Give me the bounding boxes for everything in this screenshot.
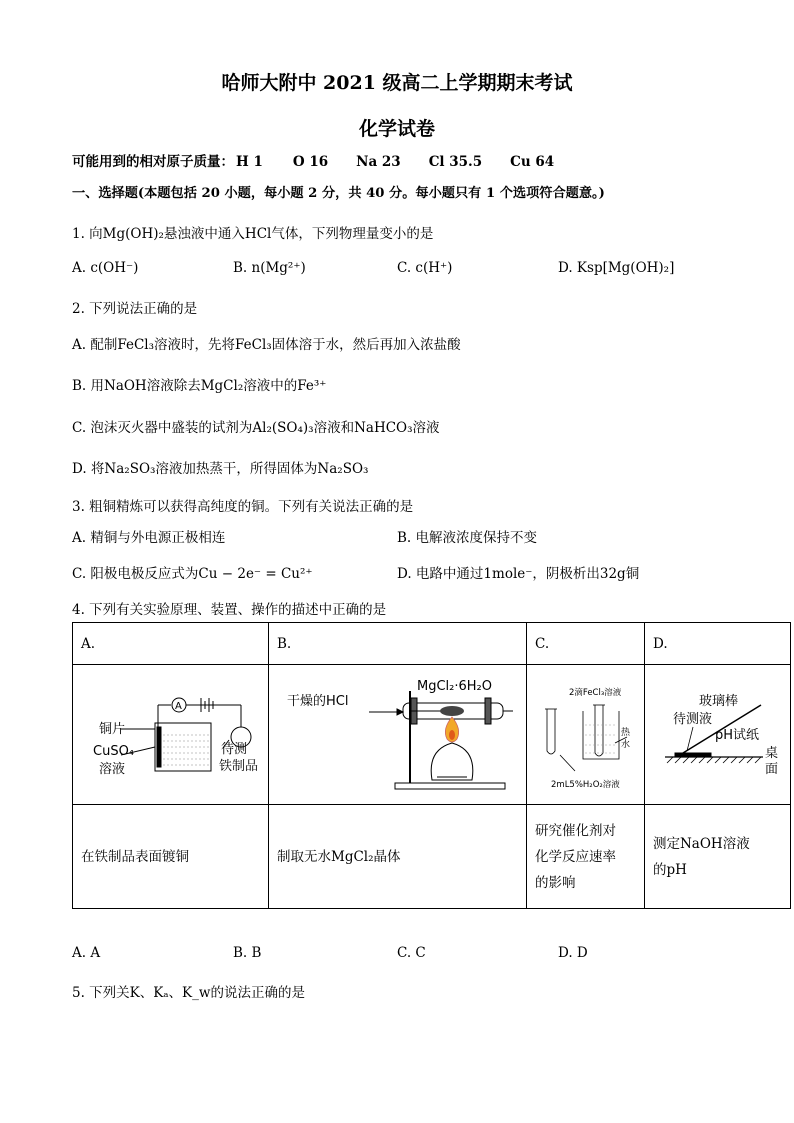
flame-core bbox=[449, 730, 455, 740]
description-d-line-1: 测定NaOH溶液 bbox=[653, 835, 750, 852]
atomic-mass-cu: Cu 64 bbox=[510, 154, 555, 170]
figure-b-cell bbox=[269, 665, 527, 805]
question-1-option-b: B. n(Mg²⁺) bbox=[233, 260, 306, 276]
table-figure-row bbox=[73, 665, 791, 805]
figure-a-cell bbox=[73, 665, 269, 805]
label-water: 水 bbox=[621, 740, 631, 750]
table-header-c: C. bbox=[527, 623, 645, 665]
label-iron-product: 铁制品 bbox=[219, 759, 259, 774]
description-c-line-3: 的影响 bbox=[535, 874, 576, 891]
label-solution: 溶液 bbox=[99, 762, 126, 777]
table-header-b: B. bbox=[269, 623, 527, 665]
atomic-mass-o: O 16 bbox=[292, 154, 329, 170]
description-d bbox=[645, 805, 791, 909]
question-2-stem: 2. 下列说法正确的是 bbox=[72, 301, 198, 317]
question-3-option-a: A. 精铜与外电源正极相连 bbox=[72, 530, 226, 546]
question-3-option-c: C. 阳极电极反应式为Cu − 2e⁻ = Cu²⁺ bbox=[72, 566, 313, 582]
figure-d-cell bbox=[645, 665, 791, 805]
label-hot: 热 bbox=[621, 728, 631, 738]
label-surface: 面 bbox=[765, 762, 779, 777]
page-subtitle: 化学试卷 bbox=[358, 118, 435, 140]
question-2-option-c: C. 泡沫灭火器中盛装的试剂为Al₂(SO₄)₃溶液和NaHCO₃溶液 bbox=[72, 420, 440, 436]
question-1-option-d: D. Ksp[Mg(OH)₂] bbox=[558, 260, 675, 276]
table-description-row bbox=[73, 805, 791, 909]
question-1-stem: 1. 向Mg(OH)₂悬浊液中通入HCl气体，下列物理量变小的是 bbox=[72, 226, 434, 242]
question-4-stem: 4. 下列有关实验原理、装置、操作的描述中正确的是 bbox=[72, 602, 387, 618]
table-header-d: D. bbox=[645, 623, 791, 665]
question-5-stem: 5. 下列关K、Kₐ、K_w的说法正确的是 bbox=[72, 985, 305, 1001]
ph-test-figure bbox=[653, 665, 782, 800]
experiment-table bbox=[72, 622, 791, 909]
label-h2o2-solution: 2mL5%H₂O₂溶液 bbox=[551, 780, 620, 790]
table-header-row bbox=[73, 623, 791, 665]
atomic-mass-h: H 1 bbox=[236, 154, 263, 170]
atomic-mass-label: 可能用到的相对原子质量： bbox=[72, 154, 234, 170]
question-3-option-d: D. 电路中通过1mole⁻，阴极析出32g铜 bbox=[397, 566, 640, 582]
table-header-a: A. bbox=[73, 623, 269, 665]
question-4-option-a: A. A bbox=[72, 945, 101, 961]
description-c-line-2: 化学反应速率 bbox=[535, 848, 616, 865]
label-ph-paper: pH试纸 bbox=[715, 728, 760, 743]
question-2-option-d: D. 将Na₂SO₃溶液加热蒸干，所得固体为Na₂SO₃ bbox=[72, 461, 369, 477]
description-d-line-2: 的pH bbox=[653, 861, 687, 878]
atomic-mass-na: Na 23 bbox=[356, 154, 401, 170]
label-cuso4: CuSO₄ bbox=[93, 744, 135, 759]
question-4-option-b: B. B bbox=[233, 945, 262, 961]
sample-heap bbox=[440, 706, 464, 716]
question-1-option-c: C. c(H⁺) bbox=[397, 260, 453, 276]
catalyst-experiment-figure bbox=[535, 665, 636, 800]
question-2-option-b: B. 用NaOH溶液除去MgCl₂溶液中的Fe³⁺ bbox=[72, 378, 327, 394]
hcl-heating-apparatus-figure bbox=[277, 665, 518, 800]
question-4-option-d: D. D bbox=[558, 945, 588, 961]
atomic-mass-cl: Cl 35.5 bbox=[428, 154, 483, 170]
description-b: 制取无水MgCl₂晶体 bbox=[269, 805, 527, 909]
section-heading: 一、选择题(本题包括 20 小题，每小题 2 分，共 40 分。每小题只有 1 个选项符合题意。) bbox=[72, 186, 605, 201]
figure-c-cell bbox=[527, 665, 645, 805]
electroplating-apparatus-figure bbox=[81, 665, 260, 800]
label-desk: 桌 bbox=[765, 746, 779, 761]
question-2-option-a: A. 配制FeCl₃溶液时，先将FeCl₃固体溶于水，然后再加入浓盐酸 bbox=[72, 337, 461, 353]
description-c bbox=[527, 805, 645, 909]
ammeter-label: A bbox=[175, 701, 182, 712]
question-4-option-c: C. C bbox=[397, 945, 426, 961]
page-title: 哈师大附中 2021 级高二上学期期末考试 bbox=[221, 72, 573, 94]
atomic-mass-line bbox=[72, 150, 554, 170]
question-1-option-a: A. c(OH⁻) bbox=[72, 260, 139, 276]
label-copper-sheet: 铜片 bbox=[99, 722, 126, 737]
label-test: 待测 bbox=[221, 742, 248, 757]
label-test-liquid: 待测液 bbox=[673, 712, 713, 727]
label-mgcl2-hydrate: MgCl₂·6H₂O bbox=[417, 679, 492, 694]
question-3-option-b: B. 电解液浓度保持不变 bbox=[397, 530, 538, 546]
label-dry-hcl: 干燥的HCl bbox=[287, 694, 349, 709]
label-fecl3-drops: 2滴FeCl₃溶液 bbox=[569, 688, 622, 698]
description-c-line-1: 研究催化剂对 bbox=[535, 822, 616, 839]
description-a: 在铁制品表面镀铜 bbox=[73, 805, 269, 909]
question-3-stem: 3. 粗铜精炼可以获得高纯度的铜。下列有关说法正确的是 bbox=[72, 499, 414, 515]
label-glass-rod: 玻璃棒 bbox=[699, 694, 739, 709]
